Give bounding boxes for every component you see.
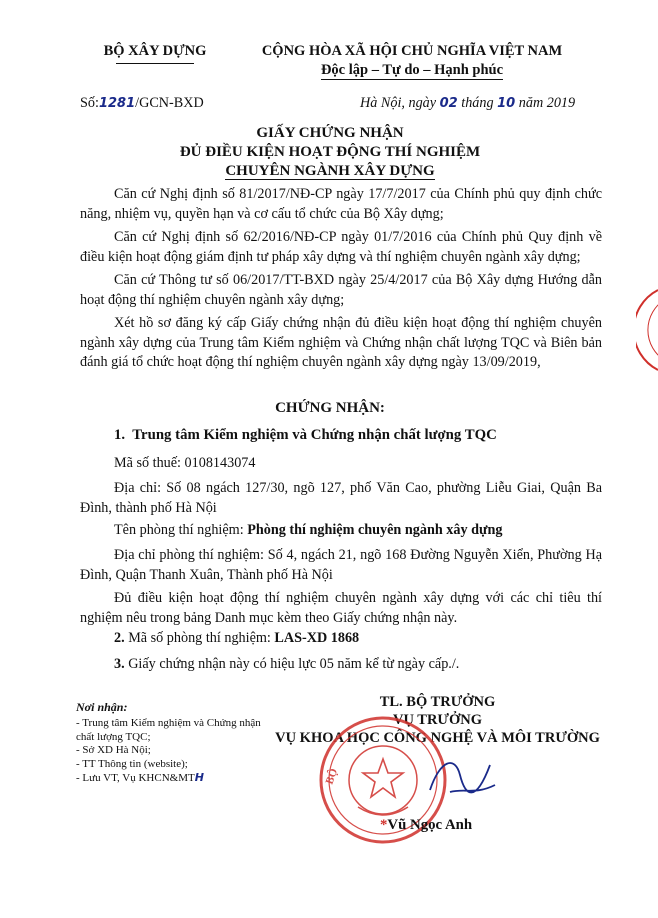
basis-paragraph-2: Căn cứ Nghị định số 62/2016/NĐ-CP ngày 01/7/2016 của Chính phủ Quy định về điều kiện hoạt động giám định tư pháp xây dựng và thí nghiệm chuyên ngành xây dựng; <box>80 229 602 265</box>
item-2-lab-code: 2. Mã số phòng thí nghiệm: LAS-XD 1868 <box>114 630 360 646</box>
item-3-validity: 3. Giấy chứng nhận này có hiệu lực 05 năm kể từ ngày cấp./. <box>114 656 460 672</box>
recipients-block <box>76 700 261 786</box>
signature-title: TL. BỘ TRƯỞNG VỤ TRƯỞNG VỤ KHOA HỌC CÔNG NGHỆ VÀ MÔI TRƯỜNG <box>275 694 600 746</box>
recipient-item: - Sở XD Hà Nội; <box>76 744 151 756</box>
national-title: CỘNG HÒA XÃ HỘI CHỦ NGHĨA VIỆT NAM <box>261 43 563 59</box>
signature-scribble <box>420 750 500 810</box>
recipients-heading: Nơi nhận: <box>76 700 128 714</box>
scope-statement: Đủ điều kiện hoạt động thí nghiệm chuyên ngành xây dựng với các chỉ tiêu thí nghiệm nêu trong bảng Danh mục kèm theo Giấy chứng nhận này. <box>80 590 602 626</box>
national-motto: Độc lập – Tự do – Hạnh phúc <box>320 62 504 78</box>
tax-code: Mã số thuế: 0108143074 <box>114 455 256 471</box>
signer-name: *Vũ Ngọc Anh <box>380 817 473 833</box>
document-date: Hà Nội, ngày 02 tháng 10 năm 2019 <box>360 95 576 111</box>
recipient-item: - Trung tâm Kiểm nghiệm và Chứng nhận chất lượng TQC; <box>76 717 261 743</box>
certificate-title: GIẤY CHỨNG NHẬN ĐỦ ĐIỀU KIỆN HOẠT ĐỘNG THÍ NGHIỆM CHUYÊN NGÀNH XÂY DỰNG <box>179 125 481 179</box>
basis-paragraph-1: Căn cứ Nghị định số 81/2017/NĐ-CP ngày 17/7/2017 của Chính phủ quy định chức năng, nhiệm vụ, quyền hạn và cơ cấu tổ chức của Bộ Xây dựng; <box>80 186 602 222</box>
recipient-item: - TT Thông tin (website); <box>76 757 188 770</box>
lab-name: Tên phòng thí nghiệm: Phòng thí nghiệm chuyên ngành xây dựng <box>114 522 503 538</box>
recipient-item: - Lưu VT, Vụ KHCN&MTH <box>76 771 204 784</box>
item-1-organization: 1. Trung tâm Kiểm nghiệm và Chứng nhận chất lượng TQC <box>114 427 497 443</box>
organization-address: Địa chỉ: Số 08 ngách 127/30, ngõ 127, phố Văn Cao, phường Liễu Giai, Quận Ba Đình, thành phố Hà Nội <box>80 480 602 516</box>
svg-text:BỘ: BỘ <box>323 766 341 787</box>
document-number: Số:1281/GCN-BXD <box>80 95 204 111</box>
lab-address: Địa chỉ phòng thí nghiệm: Số 4, ngách 21, ngõ 168 Đường Nguyễn Xiển, Phường Hạ Đình, Quận Thanh Xuân, Thành phố Hà Nội <box>80 547 602 583</box>
edge-stamp-fragment <box>636 285 658 375</box>
basis-paragraph-3: Căn cứ Thông tư số 06/2017/TT-BXD ngày 25/4/2017 của Bộ Xây dựng Hướng dẫn hoạt động thí nghiệm chuyên ngành xây dựng; <box>80 272 602 308</box>
basis-paragraph-4: Xét hồ sơ đăng ký cấp Giấy chứng nhận đủ điều kiện hoạt động thí nghiệm chuyên ngành xây dựng của Trung tâm Kiểm nghiệm và Chứng nhận chất lượng TQC và Biên bản đánh giá tổ chức hoạt động thí nghiệm chuyên ngành xây dựng ngày 13/09/2019, <box>80 315 602 370</box>
ministry-name: BỘ XÂY DỰNG <box>70 43 240 64</box>
certify-heading: CHỨNG NHẬN: <box>275 400 385 416</box>
archive-initials: H <box>194 771 204 784</box>
